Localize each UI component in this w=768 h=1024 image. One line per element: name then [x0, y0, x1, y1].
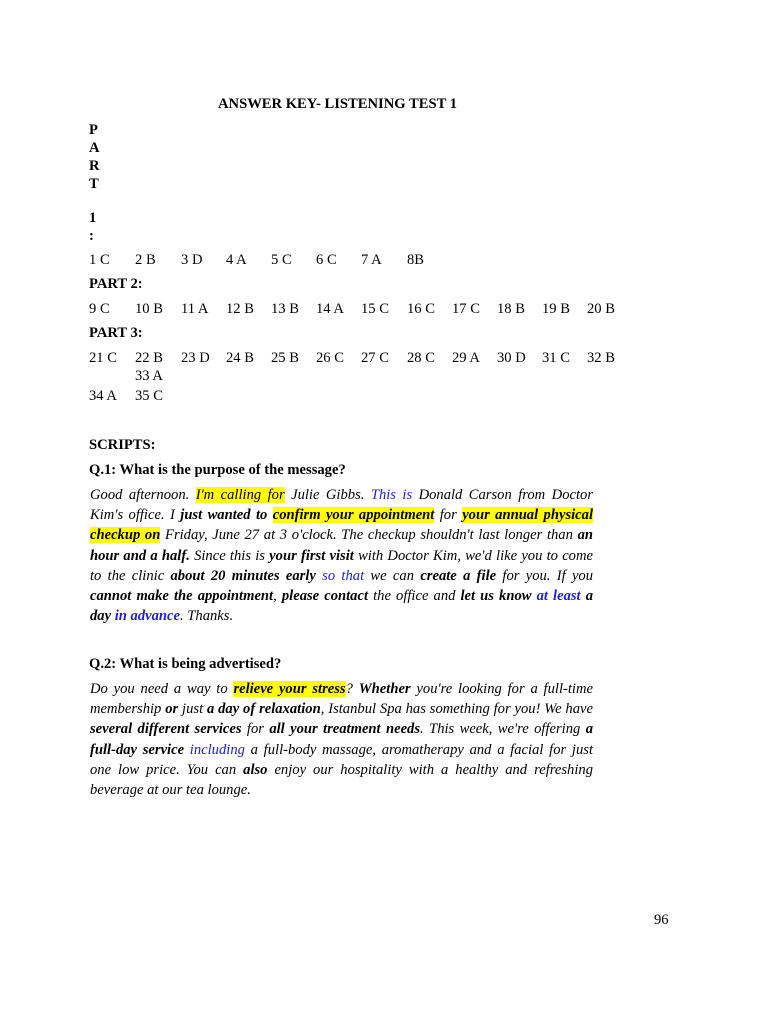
answer-cell: 2 B [135, 252, 156, 268]
script-text: Julie Gibbs. [284, 487, 371, 503]
bold-phrase: also [243, 761, 268, 778]
answer-cell: 26 C [316, 350, 344, 366]
answer-cell: 11 A [181, 301, 209, 317]
q1-question: Q.1: What is the purpose of the message? [89, 462, 346, 478]
script-text: for [434, 507, 463, 524]
q1-script-paragraph [90, 485, 593, 626]
q2-script-paragraph [90, 679, 593, 800]
bold-phrase: a full-day service [90, 721, 594, 758]
answer-cell: 12 B [226, 301, 254, 317]
page-title: ANSWER KEY- LISTENING TEST 1 [218, 96, 457, 112]
answer-cell: 31 C [542, 350, 570, 366]
answer-cell: 33 A [135, 368, 163, 384]
answer-cell: 8B [407, 252, 425, 268]
script-text: just [178, 701, 207, 718]
answer-cell: 34 A [89, 388, 117, 404]
answer-cell: 4 A [226, 252, 247, 268]
script-text: a full-body massage, aromatherapy and a facial for just one low price. You can [90, 741, 593, 778]
blue-bold-phrase: in advance [114, 608, 180, 625]
part1-letter: T [89, 176, 99, 192]
blue-phrase: so that [322, 567, 365, 584]
script-text: the office and [368, 588, 461, 605]
page-number: 96 [654, 912, 669, 928]
answer-cell: 30 D [497, 350, 526, 366]
script-text: Since this is [189, 547, 270, 564]
answer-cell: 28 C [407, 350, 435, 366]
script-text: Friday, June 27 at 3 o'clock. The checkup shouldn't last longer than [160, 527, 578, 544]
answer-cell: 24 B [226, 350, 254, 366]
answer-cell: 21 C [89, 350, 117, 366]
answer-cell: 19 B [542, 301, 570, 317]
answer-cell: 25 B [271, 350, 299, 366]
highlighted-phrase: I'm calling for [195, 487, 285, 503]
bold-phrase: cannot make the appointment [90, 588, 274, 605]
answer-cell: 18 B [497, 301, 525, 317]
bold-phrase: a day of relaxation [206, 701, 321, 718]
bold-phrase: let us know [460, 588, 532, 605]
answer-cell: 22 B [135, 350, 163, 366]
script-text: Do you need a way to [90, 681, 234, 697]
script-text: ? [345, 681, 359, 697]
answer-cell: 9 C [89, 301, 110, 317]
script-text: with Doctor Kim, we'd like you to come to the clinic [90, 547, 593, 584]
bold-phrase: about 20 minutes early [170, 567, 316, 584]
script-text: . Thanks. [180, 608, 234, 625]
script-text: for [241, 721, 270, 738]
answer-cell: 23 D [181, 350, 210, 366]
blue-bold-phrase: at least [536, 588, 581, 605]
answer-cell: 27 C [361, 350, 389, 366]
answer-cell: 13 B [271, 301, 299, 317]
bold-phrase: create a file [420, 567, 497, 584]
part1-letter: P [89, 122, 98, 138]
answer-cell: 29 A [452, 350, 480, 366]
q2-question: Q.2: What is being advertised? [89, 656, 282, 672]
script-text: Good afternoon. [90, 487, 196, 503]
part3-heading: PART 3: [89, 325, 143, 341]
answer-cell: 3 D [181, 252, 203, 268]
answer-cell: 6 C [316, 252, 337, 268]
script-text: , [273, 588, 282, 605]
scripts-heading: SCRIPTS: [89, 437, 156, 453]
part1-vertical-label [89, 121, 100, 193]
bold-phrase: all your treatment needs [269, 721, 421, 738]
answer-cell: 16 C [407, 301, 435, 317]
highlighted-bold-phrase: confirm your appointment [272, 507, 435, 524]
answer-cell: 14 A [316, 301, 344, 317]
part2-heading: PART 2: [89, 276, 143, 292]
script-text: Donald Carson from Doctor Kim's office. I [90, 487, 593, 524]
bold-phrase: just wanted to [180, 507, 268, 524]
highlighted-bold-phrase: relieve your stress [233, 681, 346, 697]
script-text: you're looking for a full-time membership [90, 681, 593, 718]
answer-cell: 17 C [452, 301, 480, 317]
bold-phrase: Whether [358, 681, 411, 697]
answer-cell: 7 A [361, 252, 382, 268]
blue-phrase: This is [370, 487, 413, 503]
bold-phrase: or [165, 701, 179, 718]
part1-letter: A [89, 140, 100, 156]
script-text [267, 507, 272, 523]
part1-letter: : [89, 228, 94, 244]
bold-phrase: several different services [90, 721, 242, 738]
answer-cell: 32 B [587, 350, 615, 366]
bold-phrase: please contact [281, 588, 369, 605]
bold-phrase: an hour and a half. [90, 527, 593, 564]
answer-cell: 10 B [135, 301, 163, 317]
answer-cell: 15 C [361, 301, 389, 317]
script-text: , Istanbul Spa has something for you! We have [320, 701, 593, 718]
script-text: enjoy our hospitality with a healthy and refreshing beverage at our tea lounge. [90, 761, 593, 799]
answer-cell: 35 C [135, 388, 163, 404]
answer-cell: 1 C [89, 252, 110, 268]
script-text: for you. If you [496, 567, 594, 584]
answer-cell: 5 C [271, 252, 292, 268]
script-text: we can [364, 567, 421, 584]
blue-phrase: including [189, 741, 245, 758]
script-text: . This week, we're offering [420, 721, 586, 738]
bold-phrase: your first visit [269, 547, 354, 564]
part1-letter: 1 [89, 210, 97, 226]
answer-cell: 20 B [587, 301, 615, 317]
part1-vertical-number [89, 209, 96, 245]
highlighted-bold-phrase: your annual physical checkup on [90, 507, 594, 544]
part1-letter: R [89, 158, 100, 174]
bold-phrase: a day [90, 588, 594, 625]
